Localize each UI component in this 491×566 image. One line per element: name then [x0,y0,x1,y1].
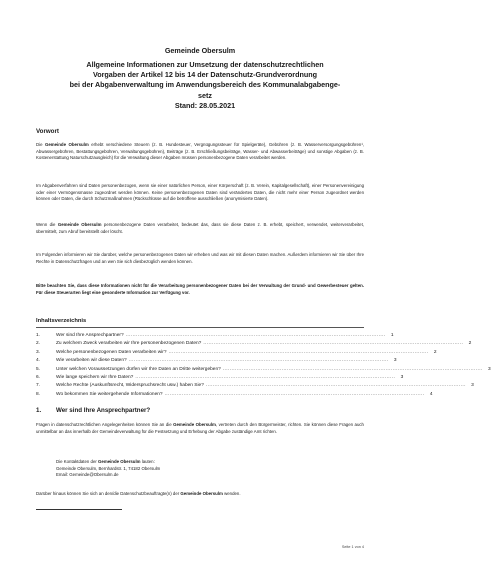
paragraph: Wenn die Gemeinde Obersulm personenbezogene Daten verarbeitet, bedeutet das, dass sie diese Daten z. B. erhebt, speichert, verwendet, weiterverarbeitet, übermittelt, zum Abruf bereitstellt oder löscht. [36,222,365,234]
toc-entry[interactable]: 3. Welche personenbezogenen Daten verarbeiten wir? ...................................................................................................................................................... 2 [36,349,437,355]
title-line: Allgemeine Informationen zur Umsetzung der datenschutzrechtlichen [86,60,324,69]
title-line: Vorgaben der Artikel 12 bis 14 der Datenschutz-Grundverordnung [92,70,318,80]
toc-heading: Inhaltsverzeichnis [36,318,87,324]
organization-name: Gemeinde Obersulm [164,46,236,55]
contact-email[interactable]: Email: Gemeinde@Obersulm.de [56,472,119,477]
paragraph: Die Gemeinde Obersulm erhebt verschiedene Steuern (z. B. Hundesteuer, Vergnügungssteuer für Spielgeräte), Gebühren (z. B. Wasserversorgungsgebühren¹, Abwassergebühren, Bestattungsgebühren, Verwaltungsgebühren), Beiträge (z. B. Erschließungsbeiträge, Wasser- und Abwasserbeiträge) und sonstige Abgaben (z. B. Kostenerstattung Naturschutzausgleich) für die Verwaltung dieser Abgaben müssen personenbezogene Daten verarbeitet werden. [36,142,364,160]
toc-entry[interactable]: 1. Wer sind Ihre Ansprechpartner? ...................................................................................................................................................... 1 [36,333,394,338]
page-number: Seite 1 von 4 [341,545,364,549]
toc-entry[interactable]: 6. Wie lange speichern wir Ihre Daten? ...................................................................................................................................................... 3 [36,374,404,380]
toc-entry[interactable]: 8. Wo bekommen Sie weitergehende Informationen? ...................................................................................................................................................... 4 [36,391,433,397]
paragraph: Im Folgenden informieren wir Sie darüber, welche personenbezogenen Daten wir erheben und was wir mit diesen Daten machen. Außerdem informieren wir Sie über Ihre Rechte in Datenschutzfragen und an wen Sie sich diesbezüglich wenden können. [36,252,364,264]
contact-intro: Die Kontaktdaten der Gemeinde Obersulm lauten: [56,459,155,464]
table-of-contents [36,333,491,400]
vorwort-heading: Vorwort [36,128,59,135]
title-date: Stand: 28.05.2021 [174,100,236,110]
title-line: bei der Abgabenverwaltung im Anwendungsbereich des Kommunalabgabenge- [69,80,341,90]
section-heading: 1. Wer sind Ihre Ansprechpartner? [36,407,151,414]
toc-divider [36,327,364,328]
title-line: setz [198,90,212,100]
toc-entry[interactable]: 4. Wie verarbeiten wir diese Daten? ...................................................................................................................................................... 3 [36,358,397,364]
footnote-divider [36,509,122,510]
notice-paragraph: Bitte beachten Sie, dass diese Informationen nicht für die Verarbeitung personenbezogener Daten bei der Verwaltung der Grund- und Gewerbesteuer gelten. Für diese Steuerarten liegt eine gesonderte Information zur Verfügung vor. [36,283,364,295]
section-paragraph: Fragen in datenschutzrechtlichen Angelegenheiten können Sie an die Gemeinde Obersulm, vertreten durch den Bürgermeister, richten. Sie können diese Fragen auch unmittelbar an das innerhalb der Gemeindeverwaltung für die Festsetzung und Erhebung der Abgabe zuständige Amt richten. [36,422,364,434]
contact-address: Gemeinde Obersulm, Bernhardstr. 1, 74182 Obersulm [56,465,161,471]
dsb-paragraph: Darüber hinaus können Sie sich an den/die Datenschutzbeauftragte(n) der Gemeinde Obersulm wenden. [36,491,241,496]
toc-entry[interactable]: 5. Unter welchen Voraussetzungen dürfen wir Ihre Daten an Dritte weitergeben? ...................................................................................................................................................... 3 [36,366,491,372]
toc-entry[interactable]: 2. Zu welchem Zweck verarbeiten wir Ihre personenbezogenen Daten? ...................................................................................................................................................... 2 [36,341,472,347]
contact-block [56,459,160,479]
document-title [56,60,354,111]
toc-entry[interactable]: 7. Welche Rechte (Auskunftsrecht, Widerspruchsrecht usw.) haben Sie? ...................................................................................................................................................... 3 [36,383,474,389]
paragraph: Im Abgabenverfahren sind Daten personenbezogen, wenn sie einer natürlichen Person, einer Körperschaft (z. B. Verein, Kapitalgesellschaft), einer Personenvereinigung oder einer Vermögensmasse zugeordnet werden können. Keine personenbezogenen Daten sind verändertes Daten, die nicht mehr einer Person zugeordnet werden können oder Daten, die durch Schutzmaßnahmen (Rückschlüsse auf die betroffene ausschließen (anonymisierte Daten). [36,183,364,201]
